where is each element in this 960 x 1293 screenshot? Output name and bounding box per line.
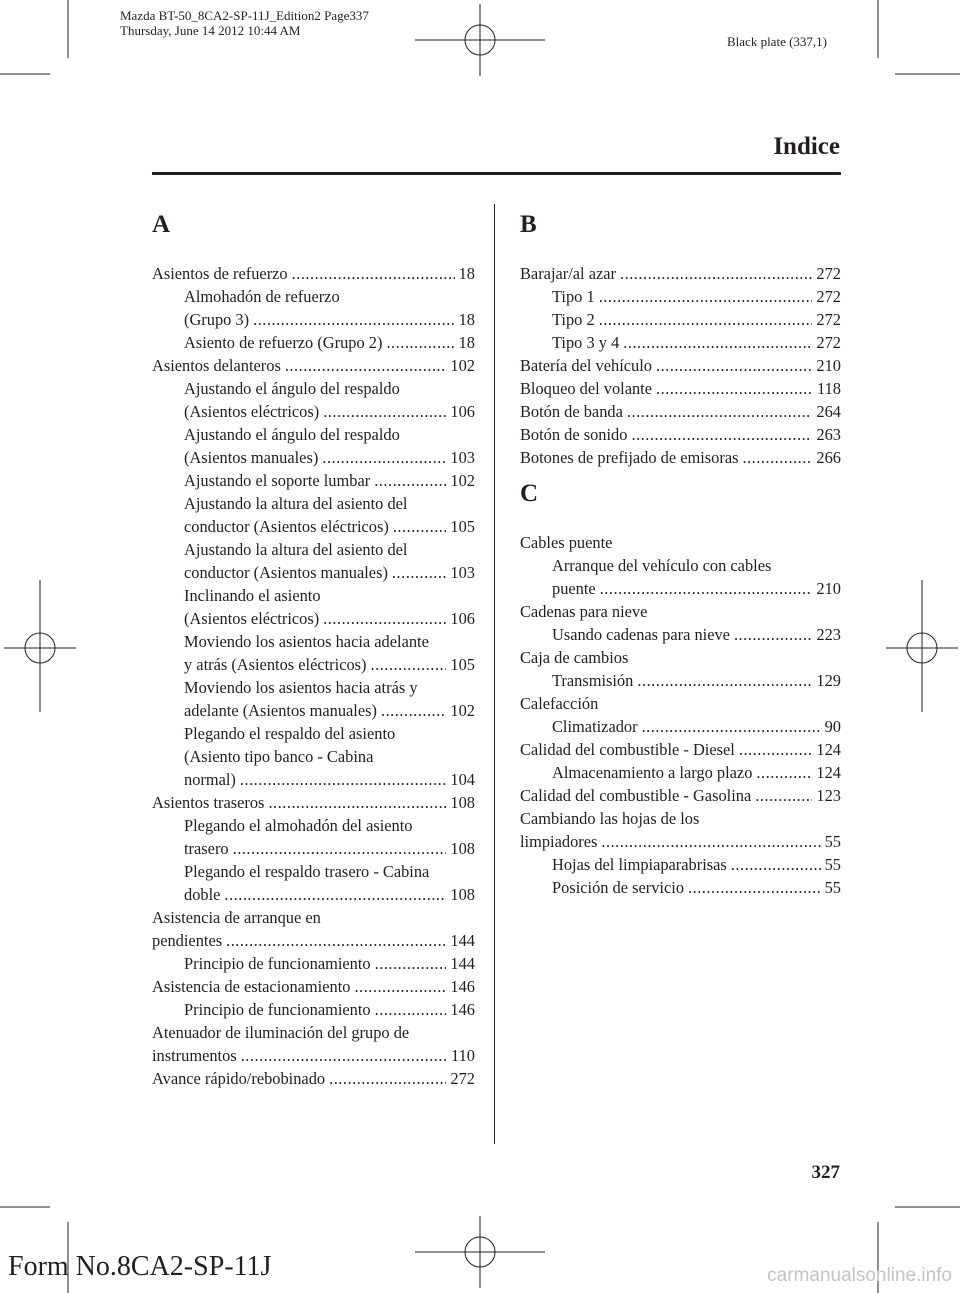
index-subentry: Principio de funcionamiento ..... 146 xyxy=(152,998,475,1021)
index-entry: Cambiando las hojas de los xyxy=(520,809,700,828)
index-subentry: trasero ..... 108 xyxy=(152,837,475,860)
index-subentry: Ajustando el ángulo del respaldo xyxy=(184,379,400,398)
index-subentry: Posición de servicio ..... 55 xyxy=(520,876,841,899)
index-subentry: Ajustando el soporte lumbar ..... 102 xyxy=(152,469,475,492)
index-subentry: Transmisión ..... 129 xyxy=(520,669,841,692)
index-letter-c: C xyxy=(520,480,539,507)
registration-mark xyxy=(415,1216,545,1288)
index-subentry: normal) ..... 104 xyxy=(152,768,475,791)
index-entry: Botón de banda ..... 264 xyxy=(520,400,841,423)
index-entry: limpiadores ..... 55 xyxy=(520,830,841,853)
index-subentry: Ajustando la altura del asiento del xyxy=(184,540,408,559)
index-entry: instrumentos ..... 110 xyxy=(152,1044,475,1067)
index-letter-a: A xyxy=(152,211,171,238)
index-subentry: Hojas del limpiaparabrisas ..... 55 xyxy=(520,853,841,876)
index-subentry: Tipo 3 y 4 ..... 272 xyxy=(520,331,841,354)
index-subentry: Principio de funcionamiento ..... 144 xyxy=(152,952,475,975)
index-subentry: (Asientos manuales) ..... 103 xyxy=(152,446,475,469)
index-entry: Caja de cambios xyxy=(520,648,629,667)
index-subentry: Usando cadenas para nieve ..... 223 xyxy=(520,623,841,646)
index-subentry: Plegando el respaldo del asiento xyxy=(184,724,396,743)
print-file-info xyxy=(120,8,369,38)
index-column-left xyxy=(152,210,475,1090)
index-subentry: puente ..... 210 xyxy=(520,577,841,600)
index-subentry: Plegando el respaldo trasero - Cabina xyxy=(184,862,430,881)
index-subentry: Plegando el almohadón del asiento xyxy=(184,816,413,835)
print-timestamp: Thursday, June 14 2012 10:44 AM xyxy=(120,23,301,38)
index-subentry: Inclinando el asiento xyxy=(184,586,321,605)
form-number: Form No.8CA2-SP-11J xyxy=(8,1251,272,1282)
index-letter-b: B xyxy=(520,211,537,238)
index-subentry: (Asientos eléctricos) ..... 106 xyxy=(152,400,475,423)
title-rule xyxy=(152,172,841,175)
index-subentry: Ajustando el ángulo del respaldo xyxy=(184,425,400,444)
index-entry: Asientos delanteros ..... 102 xyxy=(152,354,475,377)
index-entry: Asientos de refuerzo ..... 18 xyxy=(152,262,475,285)
index-subentry: Almacenamiento a largo plazo ..... 124 xyxy=(520,761,841,784)
index-entry: Calidad del combustible - Diesel ..... 124 xyxy=(520,738,841,761)
index-subentry: Moviendo los asientos hacia adelante xyxy=(184,632,429,651)
index-subentry: doble ..... 108 xyxy=(152,883,475,906)
index-column-right xyxy=(520,210,841,899)
index-subentry: Asiento de refuerzo (Grupo 2) ..... 18 xyxy=(152,331,475,354)
print-file-name: Mazda BT-50_8CA2-SP-11J_Edition2 Page337 xyxy=(120,8,369,23)
index-entry: Cadenas para nieve xyxy=(520,602,648,621)
registration-mark xyxy=(415,4,545,76)
index-entry: Batería del vehículo ..... 210 xyxy=(520,354,841,377)
index-subentry: (Asiento tipo banco - Cabina xyxy=(184,747,374,766)
section-title: Indice xyxy=(773,133,840,160)
watermark-text: carmanualsonline.info xyxy=(767,1265,952,1286)
page-number: 327 xyxy=(811,1162,840,1183)
index-entry: Botones de prefijado de emisoras ..... 266 xyxy=(520,446,841,469)
index-entry: Avance rápido/rebobinado ..... 272 xyxy=(152,1067,475,1090)
index-subentry: (Asientos eléctricos) ..... 106 xyxy=(152,607,475,630)
index-entry: Asistencia de arranque en xyxy=(152,908,321,927)
index-entry: Asistencia de estacionamiento ..... 146 xyxy=(152,975,475,998)
index-entry: Atenuador de iluminación del grupo de xyxy=(152,1023,410,1042)
index-entry: Calefacción xyxy=(520,694,599,713)
index-subentry: Ajustando la altura del asiento del xyxy=(184,494,408,513)
index-entry: Calidad del combustible - Gasolina ..... 123 xyxy=(520,784,841,807)
index-entry: Barajar/al azar ..... 272 xyxy=(520,262,841,285)
index-subentry: Climatizador ..... 90 xyxy=(520,715,841,738)
index-subentry: Arranque del vehículo con cables xyxy=(552,556,772,575)
index-entry: Bloqueo del volante ..... 118 xyxy=(520,377,841,400)
index-subentry: adelante (Asientos manuales) ..... 102 xyxy=(152,699,475,722)
index-entry: Cables puente xyxy=(520,533,613,552)
registration-mark xyxy=(886,580,958,712)
index-entry: Asientos traseros ..... 108 xyxy=(152,791,475,814)
index-entry: Botón de sonido ..... 263 xyxy=(520,423,841,446)
index-entry: pendientes ..... 144 xyxy=(152,929,475,952)
index-subentry: Almohadón de refuerzo xyxy=(184,287,340,306)
column-divider xyxy=(494,204,495,1144)
index-subentry: Tipo 2 ..... 272 xyxy=(520,308,841,331)
index-subentry: conductor (Asientos eléctricos) ..... 105 xyxy=(152,515,475,538)
index-subentry: Moviendo los asientos hacia atrás y xyxy=(184,678,418,697)
plate-label: Black plate (337,1) xyxy=(727,34,827,49)
index-subentry: y atrás (Asientos eléctricos) ..... 105 xyxy=(152,653,475,676)
registration-mark xyxy=(4,580,76,712)
index-subentry: conductor (Asientos manuales) ..... 103 xyxy=(152,561,475,584)
index-subentry: Tipo 1 ..... 272 xyxy=(520,285,841,308)
index-subentry: (Grupo 3) ..... 18 xyxy=(152,308,475,331)
